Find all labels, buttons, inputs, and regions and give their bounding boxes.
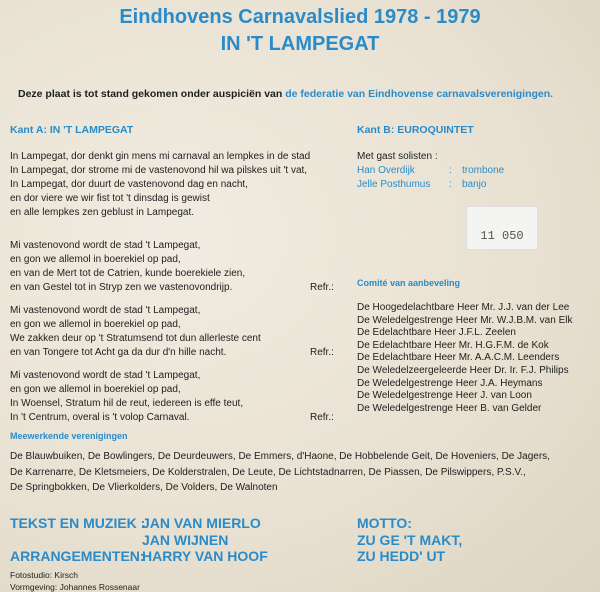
refrain-label: Refr.:	[310, 282, 334, 293]
associations-line: De Springbokken, De Vlierkolders, De Volders, De Walnoten	[10, 482, 278, 493]
committee-heading: Comité van aanbeveling	[357, 278, 461, 288]
refrain-label: Refr.:	[310, 347, 334, 358]
footer	[10, 569, 140, 592]
side-b-heading: Kant B: EUROQUINTET	[357, 124, 474, 136]
separator: :	[449, 179, 452, 190]
lyric-line: In Lampegat, dor strome mi de vastenovond hil wa pilskes uit 't vat,	[10, 165, 308, 176]
soloist-name: Han Overdijk	[357, 165, 415, 176]
lyric-line: In Woensel, Stratum hil de reut, iedereen is effe teut,	[10, 398, 244, 409]
lyric-line: In Lampegat, dor duurt de vastenovond dag en nacht,	[10, 179, 248, 190]
intro	[18, 88, 553, 100]
text-music-label: TEKST EN MUZIEK :	[10, 515, 146, 531]
stanza	[10, 304, 334, 360]
lyric-line: en dor viere we wir fist tot 't dinsdag is gewist	[10, 193, 210, 204]
lyric-line: en van de Mert tot de Catrien, kunde boerekiele zien,	[10, 268, 246, 279]
motto-line: ZU GE 'T MAKT,	[357, 531, 463, 548]
soloist-instrument: banjo	[462, 179, 487, 190]
lyric-line: en gon we allemol in boerekiel op pad,	[10, 319, 181, 330]
committee-member: De Edelachtbare Heer Mr. A.A.C.M. Leenders	[357, 352, 560, 364]
intro-text: Deze plaat is tot stand gekomen onder auspiciën van	[18, 88, 286, 100]
design-credit: Vormgeving: Johannes Rossenaar	[10, 582, 140, 592]
title-line-2: IN 'T LAMPEGAT	[220, 33, 380, 55]
photo-credit: Fotostudio: Kirsch	[10, 570, 79, 580]
lyric-line: en gon we allemol in boerekiel op pad,	[10, 254, 181, 265]
committee-member: De Weledelgestrenge Heer Mr. W.J.B.M. van Elk	[357, 314, 573, 326]
lyric-line: en alle lempkes zen geblust in Lampegat.	[10, 207, 195, 218]
associations-heading: Meewerkende verenigingen	[10, 431, 128, 441]
lyric-line: en van Tongere tot Acht ga da dur d'n hille nacht.	[10, 347, 227, 358]
motto	[357, 515, 462, 565]
composer: JAN VAN MIERLO	[142, 515, 261, 531]
soloist-instrument: trombone	[462, 165, 505, 176]
lyric-line: We zakken deur op 't Stratumsend tot dun allerleste cent	[10, 333, 261, 344]
composer: JAN WIJNEN	[142, 531, 229, 548]
refrain-label: Refr.:	[310, 412, 334, 423]
committee-member: De Hoogedelachtbare Heer Mr. J.J. van der Lee	[357, 302, 570, 313]
lyric-line: In Lampegat, dor denkt gin mens mi carnaval an lempkes in de stad	[10, 151, 311, 162]
stanza	[10, 239, 334, 295]
lyric-line: Mi vastenovond wordt de stad 't Lampegat,	[10, 305, 201, 316]
motto-line: ZU HEDD' UT	[357, 548, 446, 564]
committee-member: De Edelachtbare Heer J.F.L. Zeelen	[357, 327, 516, 339]
credits	[10, 515, 268, 565]
committee-member: De Weledelgestrenge Heer J. van Loon	[357, 390, 532, 402]
associations-line: De Blauwbuiken, De Bowlingers, De Deurdeuwers, De Emmers, d'Haone, De Hobbelende Geit, De Hoveniers, De Jagers,	[10, 451, 550, 462]
committee-member: De Weledelgestrenge Heer B. van Gelder	[357, 402, 542, 414]
soloist-name: Jelle Posthumus	[357, 179, 431, 190]
guest-label: Met gast solisten :	[357, 151, 438, 162]
committee-member: De Edelachtbare Heer Mr. H.G.F.M. de Kok	[357, 339, 549, 351]
intro-highlight: de federatie van Eindhovense carnavalsverenigingen.	[285, 88, 554, 100]
separator: :	[449, 165, 452, 176]
arranger: HARRY VAN HOOF	[142, 548, 268, 564]
stanza	[10, 369, 334, 425]
lyric-line: In 't Centrum, overal is 't volop Carnaval.	[10, 412, 190, 423]
arrangement-label: ARRANGEMENTEN:	[10, 548, 145, 564]
motto-label: MOTTO:	[357, 515, 412, 531]
lyric-line: Mi vastenovond wordt de stad 't Lampegat,	[10, 240, 201, 251]
side-a-heading: Kant A: IN 'T LAMPEGAT	[10, 124, 134, 136]
committee-list	[357, 302, 572, 415]
price-sticker: 11 050	[466, 206, 538, 250]
committee-member: De Weledelzeergeleerde Heer Dr. Ir. F.J. Philips	[357, 364, 569, 376]
lyric-line: Mi vastenovond wordt de stad 't Lampegat,	[10, 370, 201, 381]
stanza	[10, 150, 310, 220]
title-line-1: Eindhovens Carnavalslied 1978 - 1979	[119, 6, 481, 28]
lyrics	[10, 150, 334, 434]
committee-member: De Weledelgestrenge Heer J.A. Heymans	[357, 377, 543, 389]
associations-list	[10, 449, 550, 496]
lyric-line: en gon we allemol in boerekiel op pad,	[10, 384, 181, 395]
lyric-line: en van Gestel tot in Stryp zen we vastenovondrijp.	[10, 282, 233, 293]
associations-line: De Karrenarre, De Kletsmeiers, De Kolderstralen, De Leute, De Lichtstadnarren, De Piassen, De Pilswippers, P.S.V.,	[10, 466, 526, 478]
soloists	[357, 164, 504, 192]
